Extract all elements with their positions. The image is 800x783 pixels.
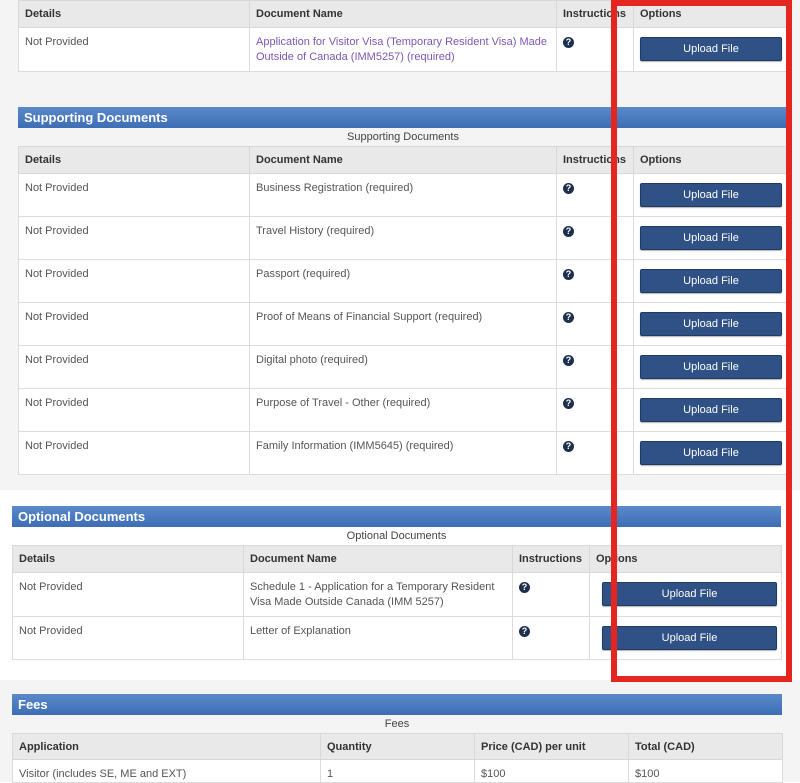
upload-file-button[interactable]: Upload File: [640, 441, 782, 465]
details-cell: Not Provided: [19, 174, 250, 217]
col-header-options: Options: [590, 546, 782, 573]
question-circle-icon[interactable]: ?: [563, 226, 574, 237]
details-cell: Not Provided: [13, 573, 244, 617]
document-name-cell: Travel History (required): [250, 217, 557, 260]
table-row: [13, 617, 782, 660]
fees-header: Fees: [12, 694, 782, 715]
details-cell: Not Provided: [13, 617, 244, 660]
question-circle-icon[interactable]: ?: [563, 398, 574, 409]
upload-file-button[interactable]: Upload File: [640, 312, 782, 336]
table-row: [19, 174, 789, 217]
col-header-document-name: Document Name: [250, 1, 557, 28]
table-row: [13, 760, 783, 783]
document-name-cell: Letter of Explanation: [244, 617, 513, 660]
col-header-total: Total (CAD): [629, 734, 783, 760]
document-name-cell: Digital photo (required): [250, 346, 557, 389]
upload-file-button[interactable]: Upload File: [640, 226, 782, 250]
document-name-cell: Purpose of Travel - Other (required): [250, 389, 557, 432]
upload-file-button[interactable]: Upload File: [640, 37, 782, 61]
fees-caption: Fees: [384, 718, 410, 730]
fees-table: [12, 733, 783, 783]
question-circle-icon[interactable]: ?: [563, 183, 574, 194]
document-name-cell: Business Registration (required): [250, 174, 557, 217]
col-header-options: Options: [634, 147, 789, 174]
col-header-details: Details: [13, 546, 244, 573]
upload-file-button[interactable]: Upload File: [640, 398, 782, 422]
document-name-cell: Family Information (IMM5645) (required): [250, 432, 557, 475]
document-name-link[interactable]: Application for Visitor Visa (Temporary Resident Visa) Made Outside of Canada (IMM5257) (required): [250, 28, 557, 72]
question-circle-icon[interactable]: ?: [519, 582, 530, 593]
table-row: [19, 389, 789, 432]
col-header-document-name: Document Name: [244, 546, 513, 573]
col-header-details: Details: [19, 147, 250, 174]
quantity-cell: 1: [321, 760, 475, 783]
table-row: [19, 260, 789, 303]
question-circle-icon[interactable]: ?: [563, 312, 574, 323]
col-header-details: Details: [19, 1, 250, 28]
col-header-options: Options: [634, 1, 789, 28]
col-header-document-name: Document Name: [250, 147, 557, 174]
primary-documents-table: [18, 0, 789, 72]
upload-file-button[interactable]: Upload File: [602, 582, 777, 606]
optional-documents-caption: Optional Documents: [346, 530, 447, 542]
table-row: [13, 573, 782, 617]
question-circle-icon[interactable]: ?: [563, 355, 574, 366]
details-cell: Not Provided: [19, 389, 250, 432]
col-header-instructions: Instructions: [513, 546, 590, 573]
application-cell: Visitor (includes SE, ME and EXT): [13, 760, 321, 783]
upload-file-button[interactable]: Upload File: [640, 269, 782, 293]
table-row: [19, 217, 789, 260]
question-circle-icon[interactable]: ?: [519, 626, 530, 637]
details-cell: Not Provided: [19, 28, 250, 72]
table-row: [19, 346, 789, 389]
details-cell: Not Provided: [19, 346, 250, 389]
supporting-documents-header: Supporting Documents: [18, 107, 788, 128]
optional-documents-table: [12, 545, 782, 660]
details-cell: Not Provided: [19, 303, 250, 346]
col-header-price: Price (CAD) per unit: [475, 734, 629, 760]
table-row: [19, 303, 789, 346]
supporting-documents-table: [18, 146, 789, 475]
document-name-cell: Proof of Means of Financial Support (required): [250, 303, 557, 346]
optional-documents-header: Optional Documents: [12, 506, 781, 527]
details-cell: Not Provided: [19, 432, 250, 475]
col-header-instructions: Instructions: [557, 147, 634, 174]
col-header-quantity: Quantity: [321, 734, 475, 760]
document-name-cell: Passport (required): [250, 260, 557, 303]
upload-file-button[interactable]: Upload File: [640, 355, 782, 379]
question-circle-icon[interactable]: ?: [563, 269, 574, 280]
upload-file-button[interactable]: Upload File: [602, 626, 777, 650]
document-name-cell: Schedule 1 - Application for a Temporary Resident Visa Made Outside Canada (IMM 5257): [244, 573, 513, 617]
total-cell: $100: [629, 760, 783, 783]
upload-file-button[interactable]: Upload File: [640, 183, 782, 207]
col-header-instructions: Instructions: [557, 1, 634, 28]
details-cell: Not Provided: [19, 260, 250, 303]
question-circle-icon[interactable]: ?: [563, 441, 574, 452]
col-header-application: Application: [13, 734, 321, 760]
details-cell: Not Provided: [19, 217, 250, 260]
table-row: [19, 432, 789, 475]
supporting-documents-caption: Supporting Documents: [347, 131, 459, 143]
price-cell: $100: [475, 760, 629, 783]
table-row: [19, 28, 789, 72]
question-circle-icon[interactable]: ?: [563, 37, 574, 48]
